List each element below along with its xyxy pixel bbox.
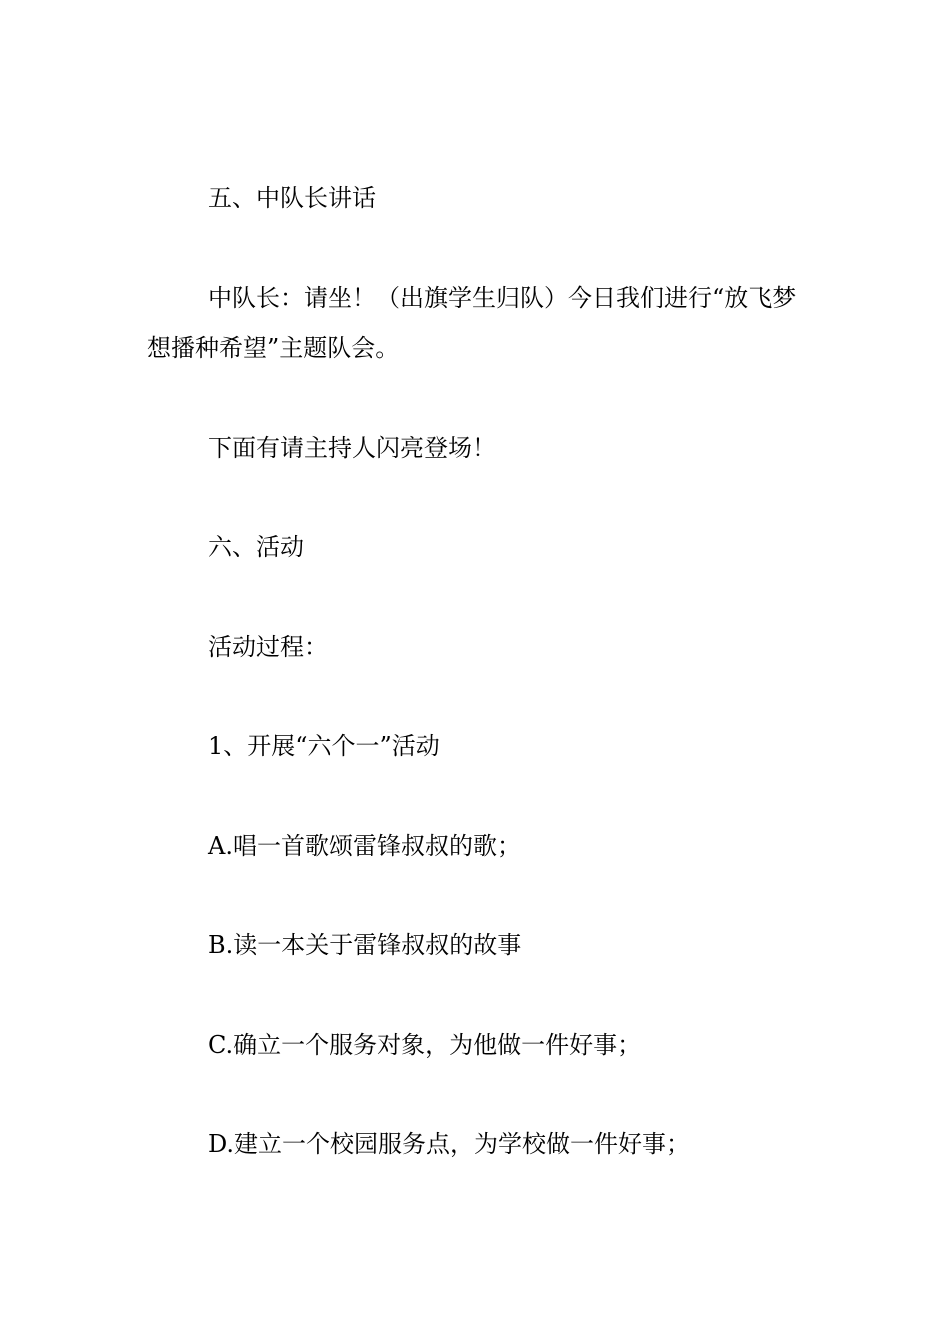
body-paragraph: 中队长：请坐！（出旗学生归队）今日我们进行“放飞梦想播种希望”主题队会。 (147, 284, 797, 362)
list-item: C.确立一个服务对象，为他做一件好事； (208, 1031, 642, 1059)
list-item: A.唱一首歌颂雷锋叔叔的歌； (208, 832, 521, 860)
list-heading: 1、开展“六个一”活动 (208, 732, 440, 760)
list-item: D.建立一个校园服务点，为学校做一件好事； (208, 1130, 691, 1158)
list-item: B.读一本关于雷锋叔叔的故事 (208, 931, 522, 959)
body-paragraph: 活动过程： (208, 633, 328, 661)
body-paragraph: 下面有请主持人闪亮登场！ (208, 434, 496, 462)
section-heading-5: 五、中队长讲话 (208, 184, 376, 212)
section-heading-6: 六、活动 (208, 533, 304, 561)
